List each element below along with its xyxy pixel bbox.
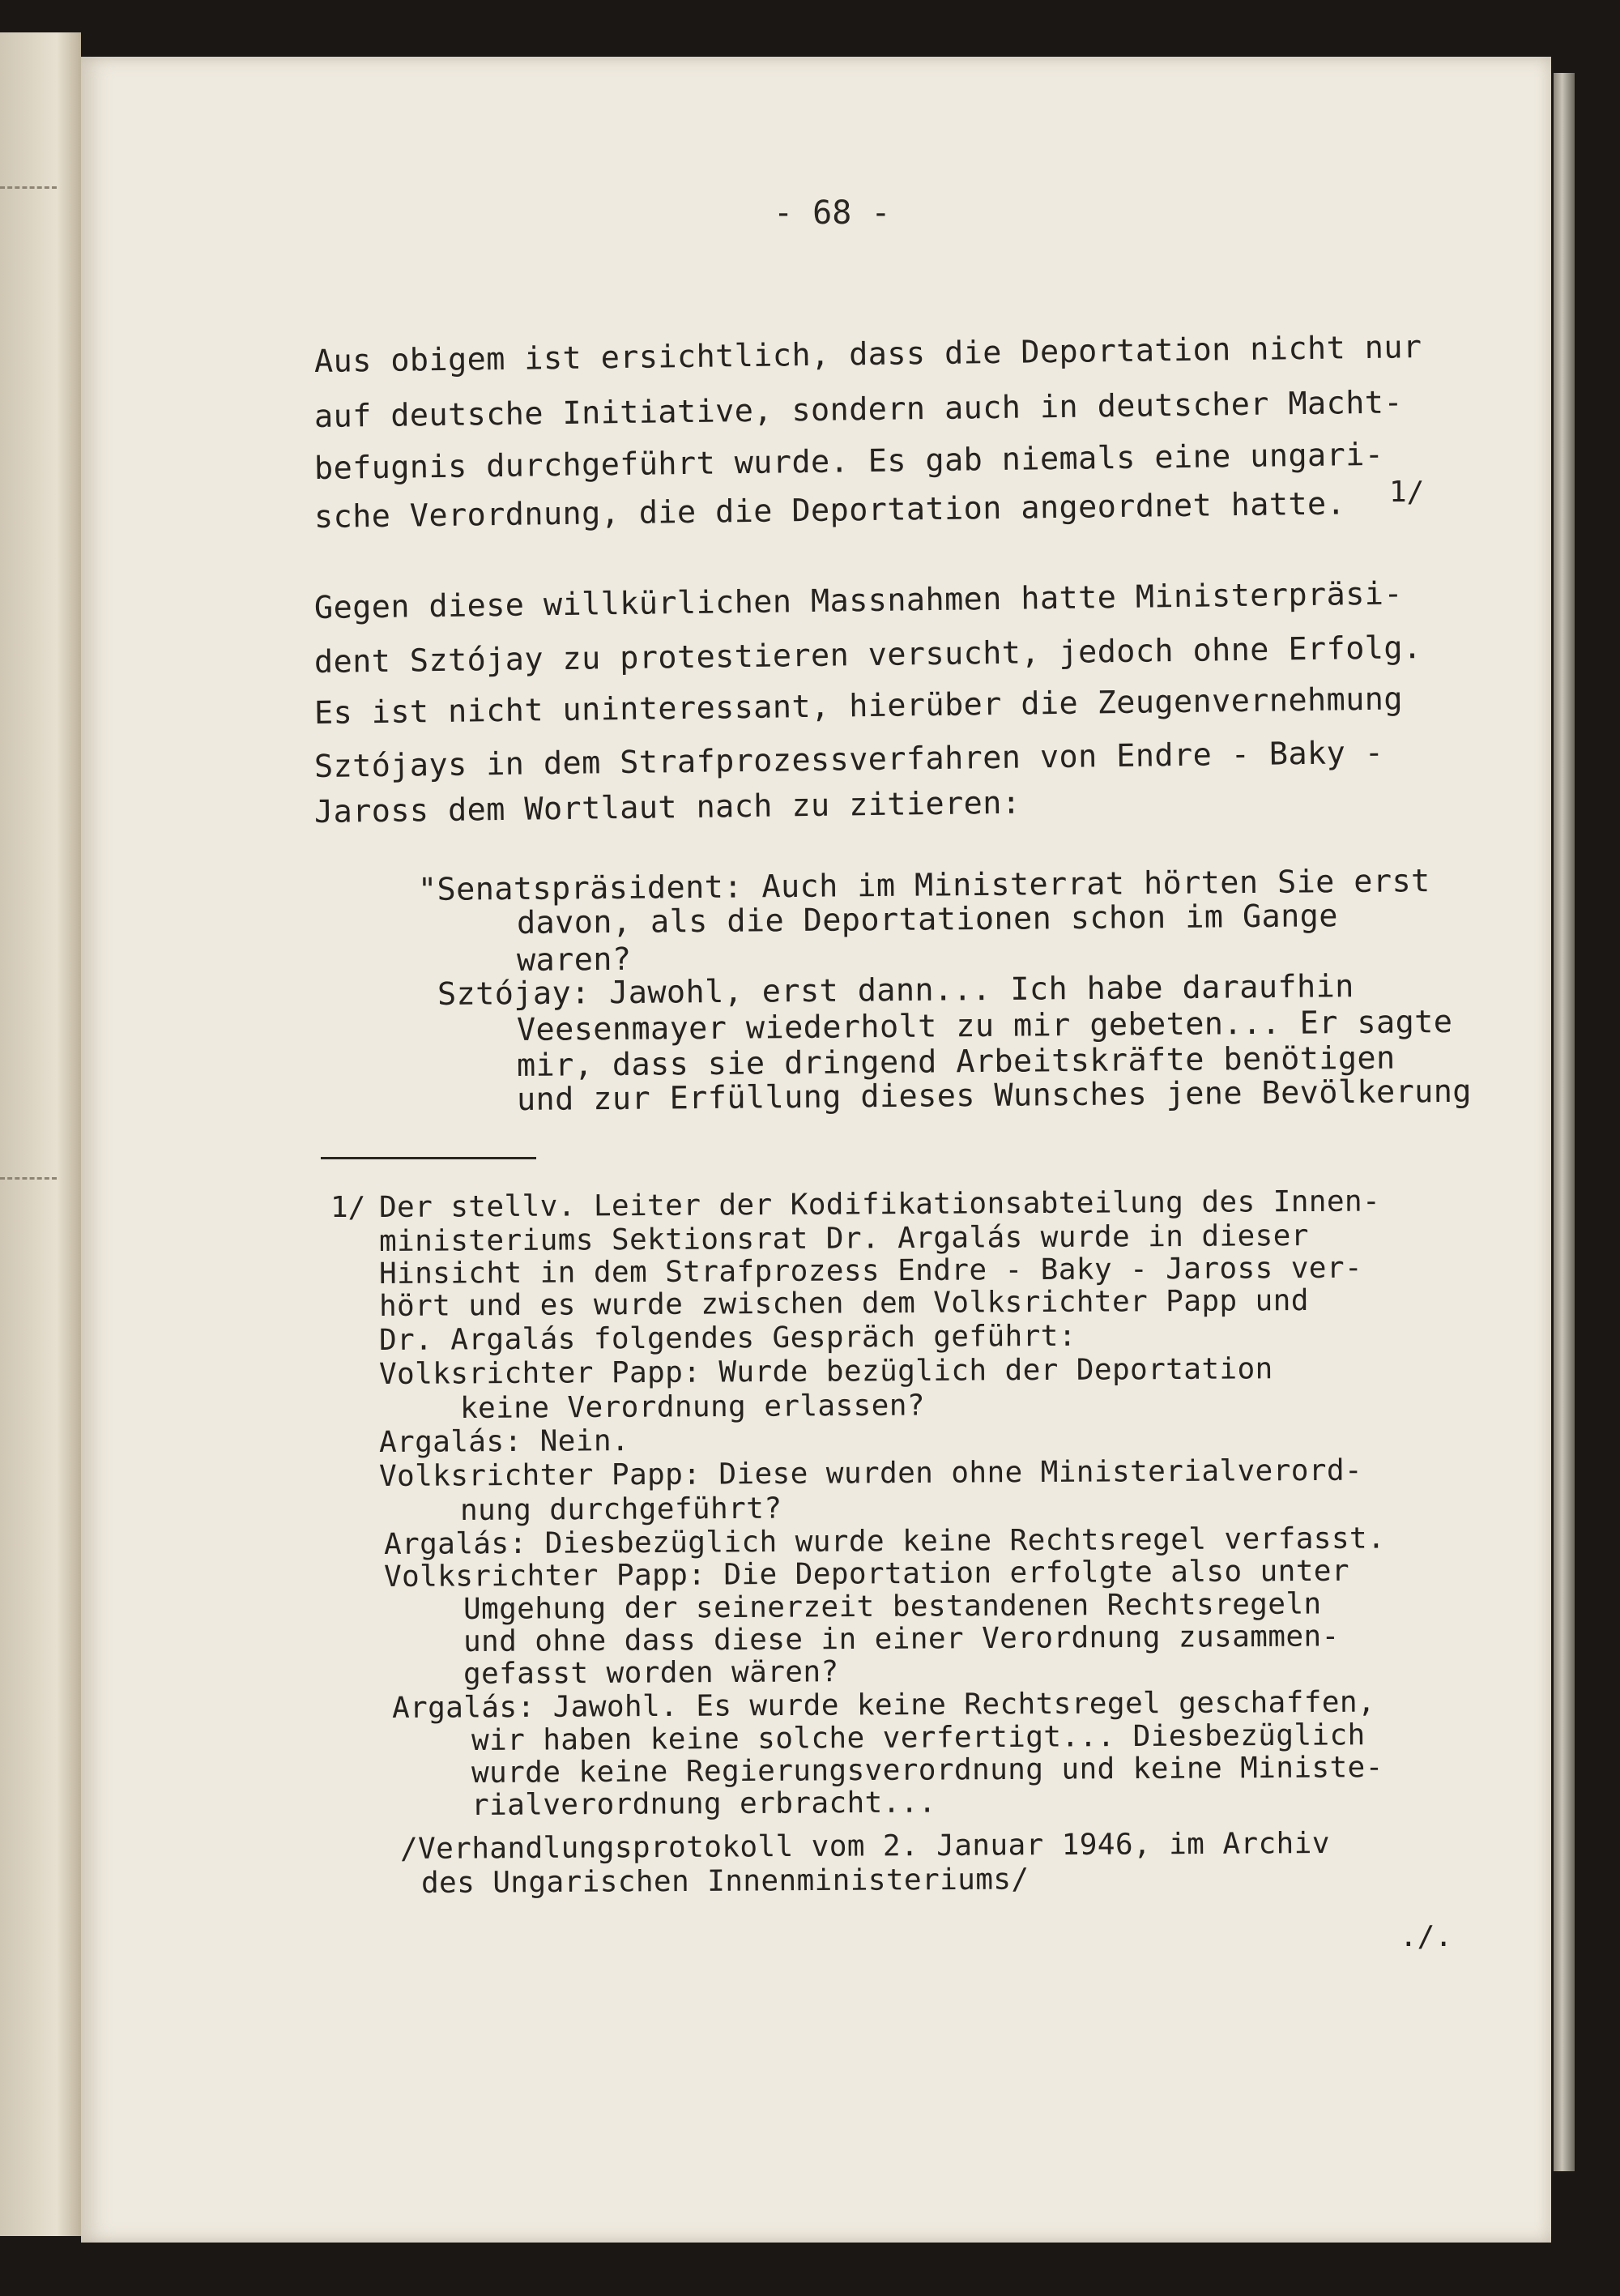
text-line: auf deutsche Initiative, sondern auch in deutscher Macht- bbox=[313, 384, 1404, 435]
quote-line: und zur Erfüllung dieses Wunsches jene Bevölkerung bbox=[516, 1073, 1473, 1118]
quote-line: waren? bbox=[516, 941, 632, 979]
footnote-reference: 1/ bbox=[1389, 476, 1425, 509]
continuation-mark: ./. bbox=[1400, 1920, 1453, 1953]
footnote-separator bbox=[321, 1157, 536, 1159]
footnote-line: des Ungarischen Innenministeriums/ bbox=[420, 1863, 1030, 1900]
page-stack-edge bbox=[1554, 73, 1575, 2171]
footnote-line: gefasst worden wären? bbox=[463, 1655, 839, 1691]
quote-line: Sztójay: Jawohl, erst dann... Ich habe daraufhin bbox=[437, 968, 1354, 1013]
footnote-marker: 1/ bbox=[330, 1191, 366, 1224]
footnote-line: Argalás: Diesbezüglich wurde keine Rechtsregel verfasst. bbox=[383, 1521, 1386, 1561]
text-line: sche Verordnung, die die Deportation angeordnet hatte. bbox=[313, 485, 1346, 536]
text-line: Aus obigem ist ersichtlich, dass die Deportation nicht nur bbox=[313, 329, 1422, 380]
footnote-line: Argalás: Jawohl. Es wurde keine Rechtsregel geschaffen, bbox=[391, 1685, 1376, 1725]
footnote-line: Dr. Argalás folgendes Gespräch geführt: bbox=[378, 1319, 1076, 1357]
footnote-line: wurde keine Regierungsverordnung und keine Ministe- bbox=[471, 1751, 1383, 1790]
footnote-line: Umgehung der seinerzeit bestandenen Rechtsregeln bbox=[463, 1587, 1322, 1626]
footnote-line: rialverordnung erbracht... bbox=[471, 1786, 937, 1822]
footnote-line: Volksrichter Papp: Diese wurden ohne Ministerialverord- bbox=[378, 1453, 1363, 1493]
footnote-line: nung durchgeführt? bbox=[459, 1492, 782, 1527]
footnote-line: wir haben keine solche verfertigt... Diesbezüglich bbox=[471, 1718, 1366, 1757]
text-line: Jaross dem Wortlaut nach zu zitieren: bbox=[313, 784, 1021, 830]
text-line: Sztójays in dem Strafprozessverfahren von Endre - Baky - bbox=[313, 734, 1384, 785]
footnote-line: keine Verordnung erlassen? bbox=[459, 1389, 926, 1425]
quote-line: mir, dass sie dringend Arbeitskräfte benötigen bbox=[516, 1039, 1396, 1084]
page-mark bbox=[0, 186, 57, 189]
text-line: Es ist nicht uninteressant, hierüber die Zeugenvernehmung bbox=[313, 681, 1404, 732]
footnote-line: ministeriums Sektionsrat Dr. Argalás wurde in dieser bbox=[378, 1218, 1309, 1258]
quote-line: Veesenmayer wiederholt zu mir gebeten... Er sagte bbox=[516, 1003, 1453, 1048]
footnote-line: Der stellv. Leiter der Kodifikationsabteilung des Innen- bbox=[378, 1184, 1381, 1224]
quote-line: davon, als die Deportationen schon im Gange bbox=[516, 898, 1339, 941]
footnote-line: und ohne dass diese in einer Verordnung zusammen- bbox=[463, 1620, 1340, 1658]
footnote-line: Volksrichter Papp: Die Deportation erfolgte also unter bbox=[383, 1554, 1350, 1594]
text-line: Gegen diese willkürlichen Massnahmen hatte Ministerpräsi- bbox=[313, 575, 1404, 626]
left-facing-page bbox=[0, 32, 81, 2236]
footnote-line: Hinsicht in dem Strafprozess Endre - Baky - Jaross ver- bbox=[378, 1251, 1363, 1291]
text-line: befugnis durchgeführt wurde. Es gab niemals eine ungari- bbox=[313, 436, 1384, 487]
footnote-line: Argalás: Nein. bbox=[378, 1424, 630, 1459]
page-mark bbox=[0, 1177, 57, 1180]
text-line: dent Sztójay zu protestieren versucht, jedoch ohne Erfolg. bbox=[313, 629, 1422, 681]
footnote-line: Volksrichter Papp: Wurde bezüglich der Deportation bbox=[378, 1352, 1273, 1391]
page-number: - 68 - bbox=[774, 194, 891, 232]
quote-line: "Senatspräsident: Auch im Ministerrat hörten Sie erst bbox=[417, 863, 1430, 908]
footnote-line: /Verhandlungsprotokoll vom 2. Januar 1946, im Archiv bbox=[399, 1826, 1330, 1866]
footnote-line: hört und es wurde zwischen dem Volksrichter Papp und bbox=[378, 1283, 1309, 1323]
